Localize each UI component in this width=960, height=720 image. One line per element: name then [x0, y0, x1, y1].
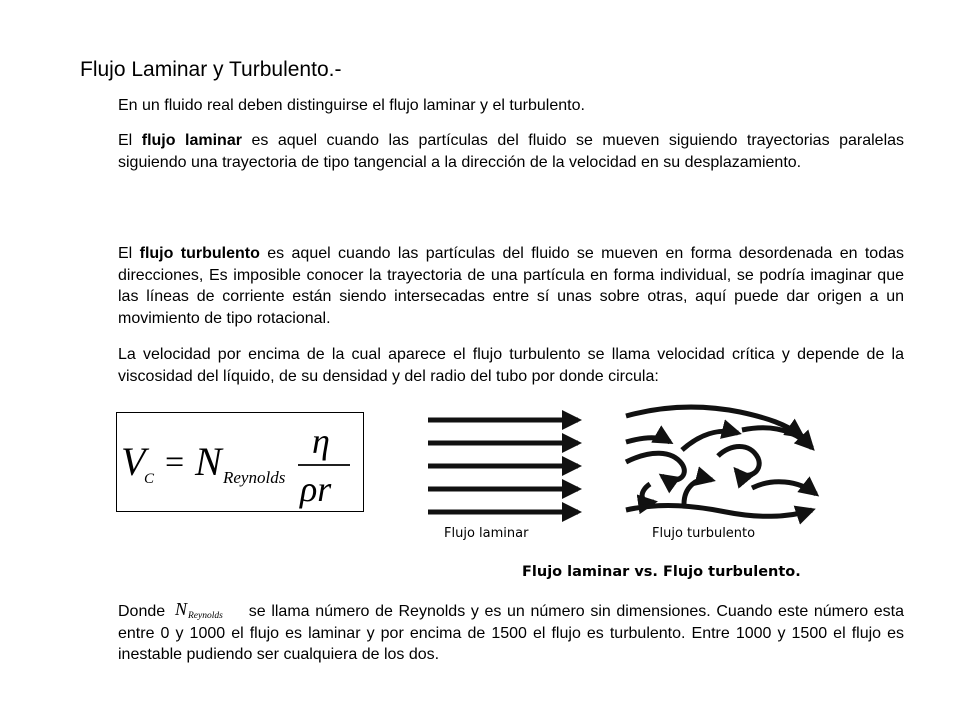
reynolds-symbol: [173, 600, 239, 620]
formula-n-sub: Reynolds: [223, 468, 286, 487]
formula-n: N: [195, 439, 222, 484]
flow-comparison-figure: [400, 400, 840, 585]
donde-prefix: Donde: [118, 603, 166, 620]
turbulent-label: Flujo turbulento: [652, 526, 756, 541]
velocity-paragraph: La velocidad por encima de la cual aparece el flujo turbulento se llama velocidad crítica y depende de la viscosidad del líquido, de su densidad y del radio del tubo por donde circula:: [118, 346, 904, 385]
turbulent-term: flujo turbulento: [139, 245, 260, 262]
reynolds-symbol-sub: Reynolds: [188, 611, 223, 620]
laminar-prefix: El: [118, 132, 142, 149]
laminar-term: flujo laminar: [141, 132, 242, 149]
figure-caption: Flujo laminar vs. Flujo turbulento.: [522, 564, 801, 580]
reynolds-symbol-n: N: [175, 600, 188, 619]
laminar-paragraph: [118, 130, 904, 173]
turbulent-flow-arrows: [626, 407, 816, 516]
turbulent-text: es aquel cuando las partículas del fluido se mueven en forma desordenada en todas direcciones, Es imposible conocer la trayectoria de una partícula en forma individual, se podría imaginar que las líneas de corriente están siendo intersecadas entre sí unas sobre otras, aquí puede dar origen a un movimiento de tipo rotacional.: [118, 245, 905, 327]
critical-velocity-formula: [116, 412, 364, 512]
turbulent-paragraph: [118, 243, 904, 329]
formula-v: V: [121, 439, 146, 484]
laminar-flow-arrows: [428, 420, 578, 512]
formula-svg: [117, 413, 362, 510]
intro-paragraph: En un fluido real deben distinguirse el flujo laminar y el turbulento.: [118, 97, 585, 114]
donde-text: se llama número de Reynolds y es un número sin dimensiones. Cuando este número esta entre 0 y 1000 el flujo es laminar y por encima de 1500 el flujo es turbulento. Entre 1000 y 1500 el flujo es inestable pudiendo ser cualquiera de los dos.: [118, 603, 904, 663]
formula-denominator: ρr: [300, 469, 332, 509]
turbulent-prefix: El: [118, 245, 140, 262]
slide-title: Flujo Laminar y Turbulento.-: [80, 58, 342, 81]
formula-numerator: η: [312, 421, 330, 461]
laminar-text: es aquel cuando las partículas del fluido se mueven siguiendo trayectorias paralelas siguiendo una trayectoria de tipo tangencial a la dirección de la velocidad en su desplazamiento.: [118, 132, 905, 171]
laminar-label: Flujo laminar: [444, 526, 529, 541]
reynolds-paragraph: [118, 600, 904, 666]
flow-diagram-svg: [400, 400, 840, 585]
formula-equals: =: [165, 444, 185, 481]
formula-v-sub: C: [144, 471, 155, 487]
